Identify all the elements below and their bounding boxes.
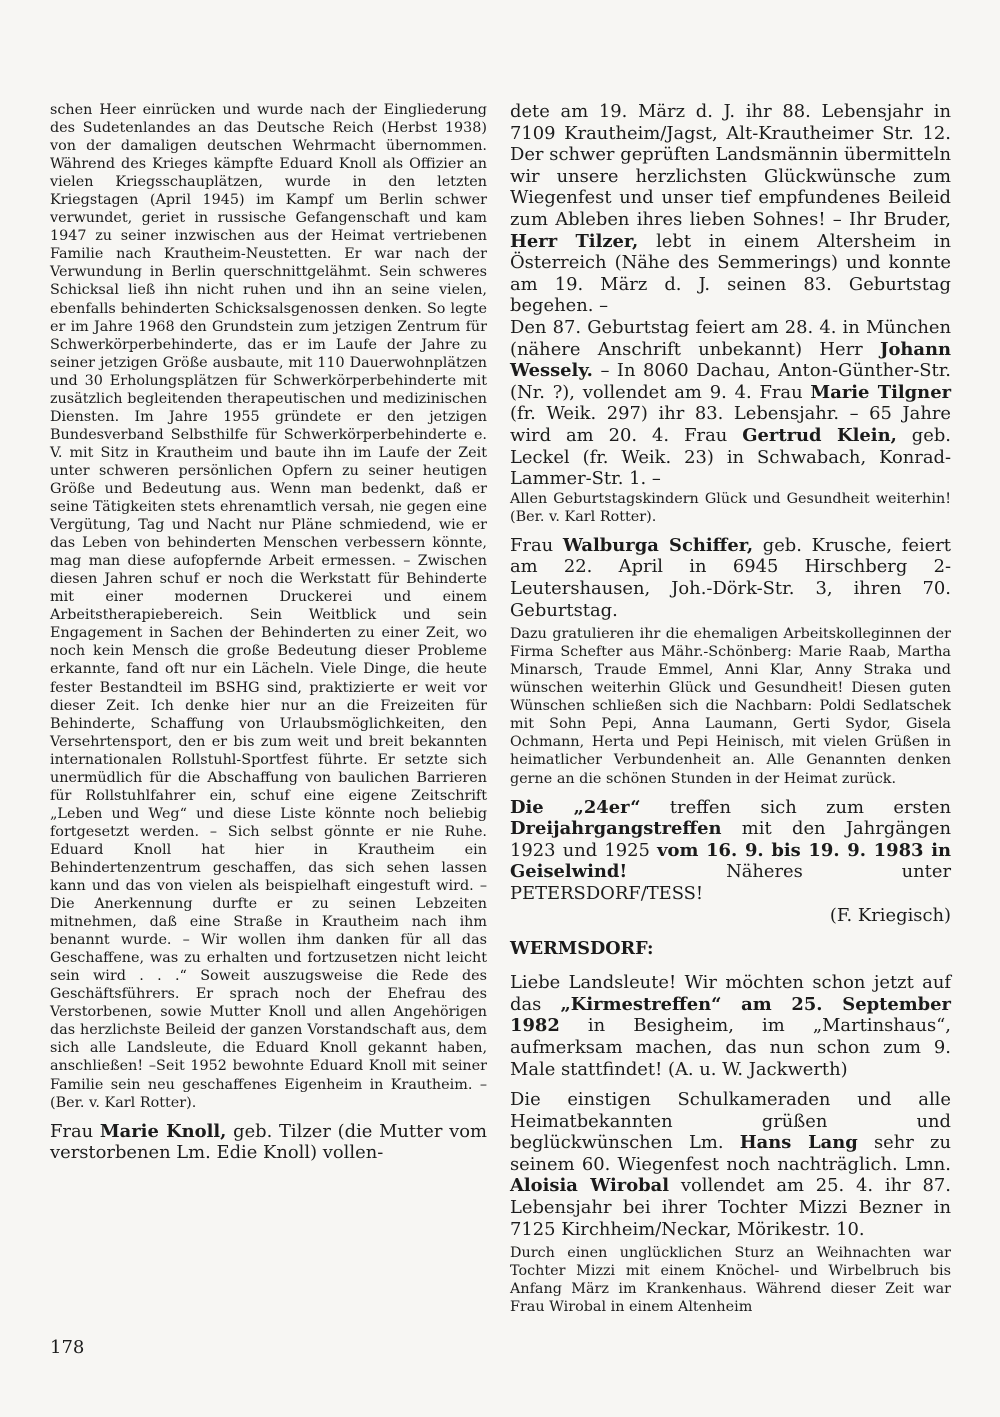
accident-note: Durch einen unglücklichen Sturz an Weihnachten war Tochter Mizzi mit einem Knöchel- und Wirbelbruch bis Anfang März im Krankenhaus. Während dieser Zeit war Frau Wirobal in einem Altenheim [510, 1245, 951, 1316]
kirmestreffen-announcement: Liebe Landsleute! Wir möchten schon jetzt auf das „Kirmestreffen“ am 25. September 1982 in Besigheim, im „Martinshaus“, aufmerksam machen, das nun schon zum 9. Male stattfindet! (A. u. W. Jackwerth) [510, 972, 951, 1080]
right-column [510, 101, 951, 1316]
congratulations-colleagues: Dazu gratulieren ihr die ehemaligen Arbeitskolleginnen der Firma Schefter aus Mähr.-Schönberg: Marie Raab, Martha Minarsch, Traude Emmel, Anni Klar, Anny Straka und wünschen weiterhin Glück und Gesundheit! Diesen guten Wünschen schließen sich die Nachbarn: Poldi Sedlatschek mit Sohn Pepi, Anna Laumann, Gerti Sydor, Gisela Ochmann, Herta und Pepi Heinisch, mit vielen Grüßen in heimatlicher Verbundenheit an. Alle Genannten denken gerne an die schönen Stunden in der Heimat zurück. [510, 626, 951, 787]
greeting-note: Allen Geburtstagskindern Glück und Gesundheit weiterhin! (Ber. v. Karl Rotter). [510, 490, 951, 525]
person-name: Gertrud Klein, [742, 424, 897, 446]
person-name: Herr Tilzer, [510, 230, 639, 252]
page-number: 178 [50, 1337, 85, 1358]
person-name: Marie Tilgner [810, 381, 952, 403]
article-knoll-obituary: schen Heer einrücken und wurde nach der Eingliederung des Sudetenlandes an das Deutsche Reich (Herbst 1938) von der damaligen deutschen Wehrmacht übernommen. Während des Krieges kämpfte Eduard Knoll als Offizier an vielen Kriegsschauplätzen, wurde in den letzten Kriegstagen (April 1945) im Kampf um Berlin schwer verwundet, geriet in russische Gefangenschaft und kam 1947 zu seiner inzwischen aus der Heimat vertriebenen Familie nach Krautheim-Neustetten. Er war nach der Verwundung in Berlin querschnittgelähmt. Sein schweres Schicksal ließ ihn nicht ruhen und ihn an seine vielen, ebenfalls behinderten Schicksalsgenossen denken. So legte er im Jahre 1968 den Grundstein zum jetzigen Zentrum für Schwerkörperbehinderte, das er im Laufe der Jahre zu seiner jetzigen Größe ausbaute, mit 110 Dauerwohnplätzen und 30 Erholungsplätzen für Schwerkörperbehinderte mit zusätzlich begleitenden therapeutischen und medizinischen Diensten. Im Jahre 1955 gründete er den jetzigen Bundesverband Selbsthilfe für Schwerkörperbehinderte e. V. mit Sitz in Krautheim und baute ihn im Laufe der Zeit unter schweren persönlichen Opfern zu seiner heutigen Größe und Bedeutung aus. Wenn man bedenkt, daß er seine Tätigkeiten stets ehrenamtlich versah, nie gegen eine Vergütung, Tag und Nacht nur Pläne schmiedend, wie er das Leben von behinderten Menschen verbessern könnte, mag man diese aufopfernde Arbeit ermessen. – Zwischen diesen Jahren schuf er noch die Werkstatt für Behinderte mit einer modernen Druckerei und einem Arbeitstherapiebereich. Sein Weitblick und sein Engagement in Sachen der Behinderten zu einer Zeit, wo noch kein Mensch die große Bedeutung dieser Probleme erkannte, fand oft nur ein Lächeln. Viele Dinge, die heute fester Bestandteil im BSHG sind, praktizierte er weit vor dieser Zeit. Ich denke hier nur an die Freizeiten für Behinderte, Schaffung von Urlaubsmöglichkeiten, den Versehrtensport, den er bis zum weit und breit bekannten internationalen Rollstuhl-Sportfest führte. Er setzte sich unermüdlich für die Abschaffung von baulichen Barrieren für Rollstuhlfahrer ein, schuf eine eigene Zeitschrift „Leben und Weg“ und diese Liste könnte noch beliebig fortgesetzt werden. – Sich selbst gönnte er nie Ruhe. Eduard Knoll hat hier in Krautheim ein Behindertenzentrum geschaffen, das sich sehen lassen kann und das von vielen als beispielhaft eingestuft wird. – Die Anerkennung durfte er zu seinen Lebzeiten mitnehmen, daß eine Straße in Krautheim nach ihm benannt wurde. – Wir wollen ihm danken für all das Geschaffene, was zu erhalten und fortzusetzen nicht leicht sein wird . . .“ Soweit auszugsweise die Rede des Geschäftsführers. Er sprach noch der Ehefrau des Verstorbenen, sowie Mutter Knoll und allen Angehörigen das herzlichste Beileid der ganzen Vorstandschaft aus, dem sich alle Landsleute, die Eduard Knoll gekannt haben, anschließen! –Seit 1952 bewohnte Eduard Knoll mit seiner Familie sein neu geschaffenes Eigenheim in Krautheim. – (Ber. v. Karl Rotter). [50, 102, 487, 1111]
signoff-kriegisch: (F. Kriegisch) [829, 904, 951, 926]
birthday-list: Den 87. Geburtstag feiert am 28. 4. in München (nähere Anschrift unbekannt) Herr Johann Wessely. – In 8060 Dachau, Anton-Günther-Str. (Nr. ?), vollendet am 9. 4. Frau Marie Tilgner (fr. Weik. 297) ihr 83. Lebensjahr. – 65 Jahre wird am 20. 4. Frau Gertrud Klein, geb. Leckel (fr. Weik. 23) in Schwabach, Konrad-Lammer-Str. 1. – [510, 316, 952, 490]
section-heading-wermsdorf: WERMSDORF: [510, 938, 654, 960]
birthday-greetings-lang-wirobal: Die einstigen Schulkameraden und alle Heimatbekannten grüßen und beglückwünschen Lm. Hans Lang sehr zu seinem 60. Wiegenfest noch nachträglich. Lmn. Aloisia Wirobal vollendet am 25. 4. ihr 87. Lebensjahr bei ihrer Tochter Mizzi Bezner in 7125 Kirchheim/Neckar, Mörikestr. 10. [510, 1089, 951, 1240]
person-name: Walburga Schiffer, [562, 534, 754, 556]
person-name: Aloisia Wirobal [510, 1175, 670, 1197]
birthday-notice-knoll: Frau Marie Knoll, geb. Tilzer (die Mutter vom verstorbenen Lm. Edie Knoll) vollen- [50, 1120, 487, 1164]
notice-schiffer: Frau Walburga Schiffer, geb. Krusche, feiert am 22. April in 6945 Hirschberg 2-Leutershausen, Joh.-Dörk-Str. 3, ihren 70. Geburtstag. [510, 534, 951, 621]
person-name: Marie Knoll, [99, 1120, 227, 1142]
reunion-announcement: Die „24er“ treffen sich zum ersten Dreijahrgangstreffen mit den Jahrgängen 1923 und 1925 vom 16. 9. bis 19. 9. 1983 in Geiselwind! Näheres unter PETERSDORF/TESS! [510, 796, 952, 904]
notice-tilzer: dete am 19. März d. J. ihr 88. Lebensjahr in 7109 Krautheim/Jagst, Alt-Krautheimer Str. 12. Der schwer geprüften Landsmännin übermitteln wir unsere herzlichsten Glückwünsche zum Wiegenfest und unser tief empfundenes Beileid zum Ableben ihres lieben Sohnes! – Ihr Bruder, Herr Tilzer, lebt in einem Altersheim in Österreich (Nähe des Semmerings) und konnte am 19. März d. J. seinen 83. Geburtstag begehen. – [510, 101, 951, 317]
person-name: Johann Wessely. [510, 338, 951, 382]
person-name: Hans Lang [739, 1132, 858, 1154]
left-column [50, 101, 487, 1164]
